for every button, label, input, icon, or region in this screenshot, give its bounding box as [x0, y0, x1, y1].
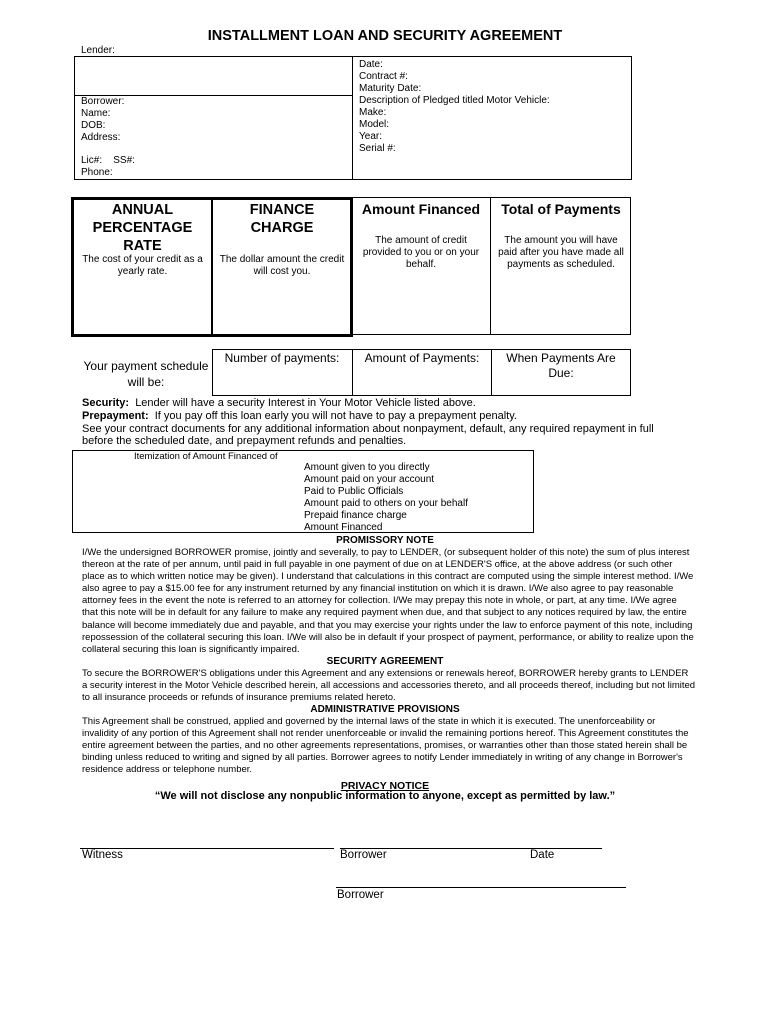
borrower-label: Borrower: — [81, 96, 125, 107]
prepayment-text: If you pay off this loan early you will not have to pay a prepayment penalty. — [148, 410, 517, 422]
admin-line: entire agreement between the parties, and no other agreements representations, promises, or warranties other than those stated herein shall be — [82, 740, 688, 752]
maturity-date-field[interactable]: Maturity Date: — [359, 83, 422, 94]
payments-due-label: When Payments Are Due: — [506, 351, 616, 380]
administrative-provisions-title: ADMINISTRATIVE PROVISIONS — [310, 704, 460, 715]
amount-financed-title: Amount Financed — [361, 201, 481, 217]
year-field[interactable]: Year: — [359, 131, 382, 142]
apr-description: The cost of your credit as a yearly rate. — [82, 254, 203, 277]
security-agreement-body — [82, 668, 695, 704]
name-field[interactable]: Name: — [81, 108, 111, 119]
header-divider — [352, 56, 353, 180]
phone-field[interactable]: Phone: — [81, 167, 113, 178]
amount-total-divider — [490, 197, 491, 335]
serial-field[interactable]: Serial #: — [359, 143, 396, 154]
witness-label: Witness — [82, 849, 123, 861]
total-payments-title: Total of Payments — [501, 201, 621, 217]
lender-label: Lender: — [81, 45, 115, 56]
apr-title: ANNUAL PERCENTAGE RATE — [92, 202, 193, 254]
borrower-label-1: Borrower — [340, 849, 387, 861]
promissory-note-body — [82, 547, 694, 656]
date-field[interactable]: Date: — [359, 59, 383, 70]
amount-of-payments-label: Amount of Payments: — [364, 351, 480, 365]
total-payments-description: The amount you will have paid after you have made all payments as scheduled. — [498, 235, 624, 270]
admin-line: This Agreement shall be construed, applied and governed by the internal laws of the state in which it is executed. The unenforceability or — [82, 716, 656, 727]
itemization-title: Itemization of Amount Financed of — [134, 451, 278, 462]
itemization-item: Paid to Public Officials — [304, 486, 404, 497]
security-label: Security: — [82, 397, 130, 409]
itemization-item: Amount paid on your account — [304, 474, 435, 485]
security-text: Lender will have a security Interest in Your Motor Vehicle listed above. — [129, 397, 476, 409]
vehicle-description-label: Description of Pledged titled Motor Vehicle: — [359, 95, 550, 106]
security-line: To secure the BORROWER'S obligations under this Agreement and any extensions or renewals hereof, BORROWER hereby grants to LENDER — [82, 668, 689, 679]
admin-line: binding unless reduced to writing and signed by all parties. Borrower agrees to notify Lender immediately in writing of any change in Borrower's — [82, 752, 683, 764]
contract-documents-note: See your contract documents for any additional information about nonpayment, default, any required repayment in full before the scheduled date, and prepayment refunds and penalties. — [82, 423, 654, 448]
admin-line: residence address or telephone number. — [82, 764, 253, 776]
header-box — [74, 56, 632, 180]
number-of-payments-label: Number of payments: — [224, 351, 340, 365]
amount-financed-description: The amount of credit provided to you or on your behalf. — [362, 235, 480, 270]
administrative-provisions-body — [82, 716, 689, 776]
promissory-line: collateral securing this loan is significantly impaired. — [82, 643, 300, 655]
prepayment-line — [82, 410, 517, 422]
borrower-label-2: Borrower — [337, 889, 384, 901]
model-field[interactable]: Model: — [359, 119, 390, 130]
admin-line: invalidity of any portion of this Agreement shall not render unenforceable or invalid the remaining portions hereof. This Agreement constitutes the — [82, 728, 689, 740]
promissory-line: I/We the undersigned BORROWER promise, jointly and severally, to pay to LENDER, (or subsequent holder of this note) the sum of plus interest — [82, 547, 690, 558]
promissory-line: repossession of the collateral securing this loan. I/We will also be in default if your prospect of payment, performance, or ability to realize upon the — [82, 631, 694, 643]
prepayment-label: Prepayment: — [82, 410, 149, 422]
payment-schedule-label: Your payment schedule will be: — [83, 359, 209, 389]
promissory-line: balance will become immediately due and payable, and that you may exercise your rights under the law to enforce payment of this note, including — [82, 619, 693, 631]
schedule-divider-2 — [491, 349, 492, 396]
itemization-item: Prepaid finance charge — [304, 510, 407, 521]
security-line: a security interest in the Motor Vehicle described herein, all accessions and accessories thereto, and all proceeds thereof, including but not limited — [82, 680, 696, 692]
security-agreement-title: SECURITY AGREEMENT — [326, 656, 444, 667]
make-field[interactable]: Make: — [359, 107, 387, 118]
document-title: INSTALLMENT LOAN AND SECURITY AGREEMENT — [207, 28, 563, 44]
dob-field[interactable]: DOB: — [81, 120, 106, 131]
promissory-line: that this note will be in default for any failure to make any required payment when due, and that subject to any notices required by law, the entire — [82, 607, 687, 619]
security-line — [82, 397, 476, 409]
itemization-item: Amount Financed — [304, 522, 383, 533]
privacy-notice-text: “We will not disclose any nonpublic information to anyone, except as permitted by law.” — [154, 790, 616, 802]
itemization-item: Amount given to you directly — [304, 462, 430, 473]
date-label: Date — [530, 849, 555, 861]
apr-finance-divider — [211, 197, 213, 337]
contract-field[interactable]: Contract #: — [359, 71, 408, 82]
finance-charge-description: The dollar amount the credit will cost you. — [219, 254, 345, 277]
finance-charge-title: FINANCE CHARGE — [249, 202, 315, 236]
address-field[interactable]: Address: — [81, 132, 121, 143]
lic-ss-field[interactable]: Lic#: SS#: — [81, 155, 135, 166]
privacy-notice-title: PRIVACY NOTICE — [340, 780, 430, 792]
promissory-line: attorney fees in the event the note is referred to an attorney for collection. I/We may prepay this note in whole, or part, at any time. I/We agree — [82, 595, 677, 607]
promissory-line: place as to which written notice may be given). I understand that calculations in this contract are computed using the simple interest method. I/We — [82, 571, 694, 583]
promissory-note-title: PROMISSORY NOTE — [336, 535, 434, 546]
promissory-line: thereon at the rate of per annum, until paid in full payable in one payment of due on at LENDER'S office, at the above address (or such other — [82, 559, 673, 571]
security-line: to all insurance proceeds or refunds of insurance premiums related hereto. — [82, 692, 396, 704]
promissory-line: also agree to pay a $15.00 fee for any instrument returned by any financial institution on which it is drawn. I/We also agree to pay reasonable — [82, 583, 674, 595]
borrower-signature-line-2[interactable] — [336, 887, 626, 888]
itemization-list — [304, 462, 468, 534]
itemization-item: Amount paid to others on your behalf — [304, 498, 468, 509]
